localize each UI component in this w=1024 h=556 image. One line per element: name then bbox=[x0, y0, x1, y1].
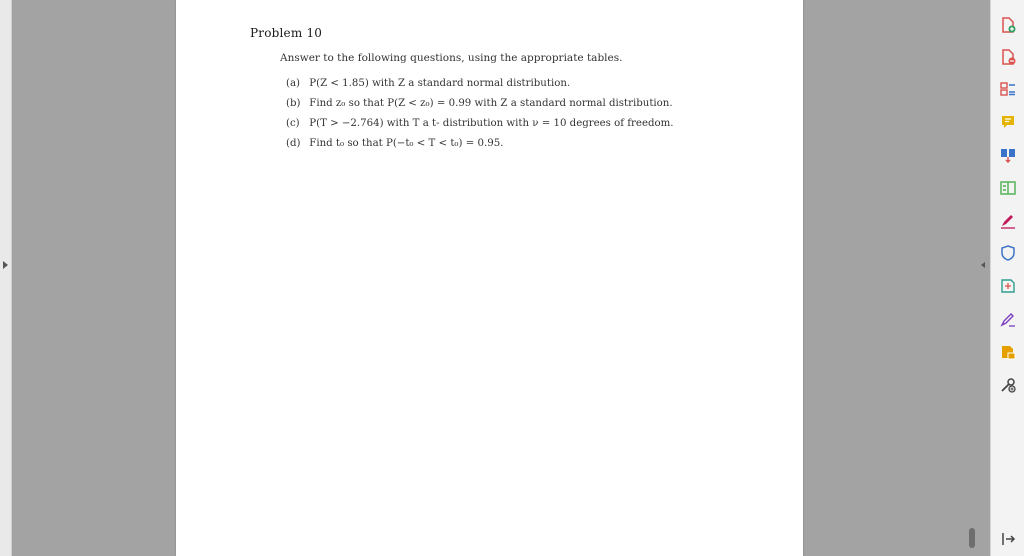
question-text: Find t₀ so that P(−t₀ < T < t₀) = 0.95. bbox=[309, 138, 504, 149]
expand-left-panel-icon[interactable] bbox=[3, 261, 8, 269]
create-pdf-icon[interactable] bbox=[999, 16, 1017, 34]
problem-intro: Answer to the following questions, using the appropriate tables. bbox=[280, 52, 623, 64]
left-panel-strip[interactable] bbox=[0, 0, 12, 556]
stamp-icon[interactable] bbox=[999, 343, 1017, 361]
pdf-page bbox=[176, 0, 803, 556]
question-item-a bbox=[286, 77, 674, 97]
question-label: (c) bbox=[286, 118, 300, 129]
protect-icon[interactable] bbox=[999, 244, 1017, 262]
collapse-right-panel-icon[interactable] bbox=[981, 262, 985, 268]
question-label: (d) bbox=[286, 138, 301, 149]
expand-panel-icon[interactable] bbox=[999, 530, 1017, 548]
question-text: P(Z < 1.85) with Z a standard normal distribution. bbox=[309, 78, 571, 89]
question-text: P(T > −2.764) with T a t- distribution with ν = 10 degrees of freedom. bbox=[309, 118, 674, 129]
tools-sidebar bbox=[990, 0, 1024, 556]
scrollbar-thumb[interactable] bbox=[969, 528, 975, 548]
organize-pages-icon[interactable] bbox=[999, 80, 1017, 98]
question-label: (b) bbox=[286, 98, 301, 109]
fill-sign-icon[interactable] bbox=[999, 212, 1017, 230]
comment-icon[interactable] bbox=[999, 113, 1017, 131]
edit-signature-icon[interactable] bbox=[999, 311, 1017, 329]
send-review-icon[interactable] bbox=[999, 277, 1017, 295]
question-item-d bbox=[286, 137, 674, 157]
question-item-c bbox=[286, 117, 674, 137]
combine-files-icon[interactable] bbox=[999, 146, 1017, 164]
compress-icon[interactable] bbox=[999, 179, 1017, 197]
export-pdf-icon[interactable] bbox=[999, 48, 1017, 66]
question-list bbox=[286, 77, 674, 157]
question-text: Find z₀ so that P(Z < z₀) = 0.99 with Z a standard normal distribution. bbox=[309, 98, 673, 109]
more-tools-icon[interactable] bbox=[999, 376, 1017, 394]
problem-title: Problem 10 bbox=[250, 26, 323, 40]
question-item-b bbox=[286, 97, 674, 117]
question-label: (a) bbox=[286, 78, 301, 89]
